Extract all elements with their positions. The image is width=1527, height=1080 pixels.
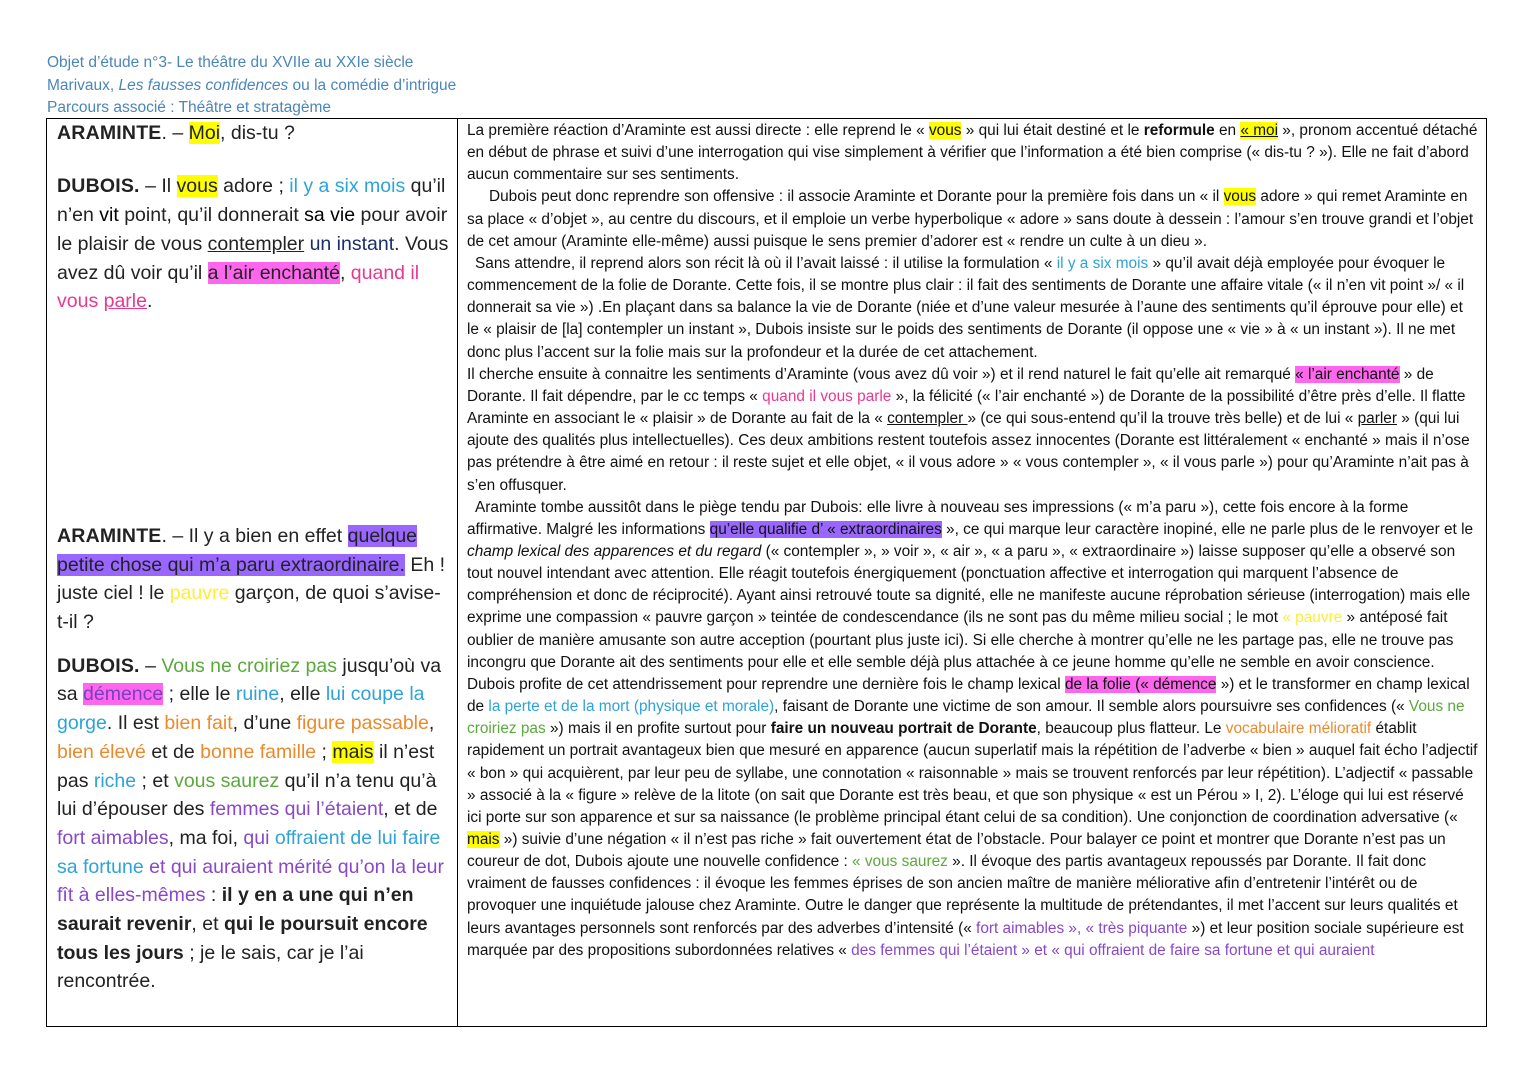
speaker-name: ARAMINTE [57,122,162,144]
text-run: ; elle le [163,683,236,706]
highlight-mais: mais [332,740,374,763]
text-run: Dubois peut donc reprendre son offensive : il associe Araminte et Dorante pour la première fois dans un « il [489,188,1224,206]
text-run: , et [191,913,224,936]
text-run: garçon, de quoi s’avise-t-il ? [57,582,441,634]
highlight-quand: quand il vous parle [762,387,892,405]
text-run: adore ; [217,175,290,198]
text-run: – [139,654,162,677]
text-run: pour avoir le plaisir de vous [57,204,448,255]
word-parle: parle [103,290,147,313]
text-run: Dubois profite de cet attendrissement pour reprendre une dernière fois le champ lexical [467,675,1065,693]
text-run: il n’est pas [57,740,435,792]
word-contempler: contempler [887,410,968,428]
word-parler: parler [1357,410,1397,428]
highlight-air-enchante: « l’air enchanté [1295,365,1400,383]
replica-araminte-1 [57,119,450,148]
commentary-paragraph-6 [467,674,1479,962]
analysis-table [46,118,1487,1027]
replica-araminte-2 [57,522,450,637]
text-run: . Vous avez dû voir qu’il [57,232,449,284]
replica-dubois-1 [57,172,450,316]
text-run: Eh ! juste ciel ! le [57,553,446,605]
commentary-paragraph-1 [467,120,1479,186]
text-run: » (ce qui sous-entend qu’il la trouve très belle) et de lui « [967,410,1358,428]
header-author: Marivaux, [47,76,119,94]
text-run: ; [316,740,333,763]
speaker-name: DUBOIS. [57,654,140,677]
text-run: Araminte tombe aussitôt dans le piège tendu par Dubois: elle livre à nouveau ses impressions (« m’a paru »), cette fois encore à la forme affirmative. Malgré les informations [467,498,1409,538]
word-fort-aimables: fort aimables [57,826,169,849]
word-femmes: des femmes qui l’étaient » et « qui offraient de faire sa fortune et qui auraient [851,941,1375,959]
highlight-croiriez: Vous ne croiriez pas [467,698,1465,738]
text-run: . [146,290,153,313]
text-run: ») suivie d’une négation « il n’est pas riche » fait ouvertement état de l’obstacle. Pour balayer ce point et montrer que Dorante n’est pas un coureur de dot, Dubois ajoute une nouvelle confidence : [467,831,1446,871]
header-work-title: Les fausses confidences [118,76,289,94]
commentary-column [467,120,1479,962]
highlight-mais: mais [467,831,500,848]
text-run: », ce qui marque leur caractère inopiné, elle ne parle plus de le renvoyer et le [941,520,1474,538]
highlight-extraordinaires: qu’elle qualifie d’ « extraordinaires [709,520,942,538]
text-run: qu’il n’en [57,175,446,227]
text-run: . – Il y a bien en effet [161,524,348,547]
word-un-instant: un instant [309,232,395,255]
word-vous-saurez: vous saurez [174,769,280,792]
commentary-paragraph-5 [467,497,1479,674]
text-run: ; et [136,769,175,792]
text-run: » qu’il avait déjà employée pour évoquer le commencement de la folie de Dorante. Cette fois, il se montre plus clair : il fait des sentiments de Dorante une affaire vitale (« il n’en vit point »/ « il donnerait sa vie ») .En plaçant dans sa balance la vie de Dorante (niée et d’une valeur mesurée à l’aune des sentiments qu’il éprouve pour elle) et le « plaisir de [la] contempler un instant », Dubois insiste sur le poids des sentiments de Dorante (il oppose une « vie » à « un instant »). Il ne met donc plus l’accent sur la folie mais sur la profondeur et la durée de cet attachement. [467,254,1465,361]
text-run: » de Dorante. Il fait dépendre, par le cc temps « [467,365,1434,405]
text-run: , ma foi, [168,826,244,849]
highlight-six-mois: il y a six mois [1056,254,1149,272]
text-run: point, qu’il donnerait [118,204,305,227]
document-header [47,52,456,120]
word-figure-passable: figure passable [296,712,429,735]
speaker-name: ARAMINTE [57,524,162,547]
text-run: ») mais il en profite surtout pour [545,720,771,738]
header-line-oeuvre [47,75,456,98]
word-ruine: ruine [235,683,280,706]
bold-il-y-en-a-une: il y en a une qui n’en saurait revenir [57,884,414,936]
header-line-parcours: Parcours associé : Théâtre et stratagème [47,99,332,116]
word-coupe-gorge: lui coupe la gorge [57,683,425,735]
highlight-vous: vous [176,175,218,198]
text-run: adore » qui remet Araminte en sa place « d’objet », au centre du discours, et il emploie un verbe hyperbolique « adore » sans doute à dessein : l’amour s’en trouve grandi et l’objet de cet amour (Araminte elle-même) aussi puisque le sens premier d’adorer est « rendre un culte à un dieu ». [467,188,1474,250]
word-fort-aimables: fort aimables », « très piquante [976,919,1188,937]
word-qui: qui [243,826,270,849]
word-vous-saurez: « vous saurez [852,853,948,871]
text-run: , d’une [232,712,297,735]
text-run: Il cherche ensuite à connaitre les sentiments d’Araminte (vous avez dû voir ») et il rend naturel le fait qu’elle ait remarqué [467,365,1296,383]
word-riche: riche [93,769,137,792]
word-pauvre: pauvre [169,582,230,605]
word-bien-eleve: bien élevé [57,740,146,763]
text-run: » (qui lui ajoute des qualités plus intellectuelles). Ces deux ambitions restent toutefois assez innocentes (Dorante est littéralement « enchanté » mais il n’ose pas prétendre à être aimé en retour : il reste sujet et elle objet, « il vous adore » « vous contempler », « il vous parle ») pour qu’Araminte n’ait pas à s’en offusquer. [467,410,1470,494]
highlight-croiriez: Vous ne croiriez pas [161,654,337,677]
text-run: , elle [279,683,326,706]
highlight-demence: démence [83,683,164,706]
highlight-moi: Moi [188,122,221,144]
word-femmes: femmes qui l’étaient [209,798,384,821]
text-run: , dis-tu ? [220,122,295,144]
text-run: en [1214,122,1241,139]
commentary-paragraph-3 [467,253,1479,364]
word-merite: et qui auraient mérité qu’on la leur fît à elles-mêmes [57,855,444,907]
text-run: », la félicité (« l’air enchanté ») de Dorante de la possibilité d’être près d’elle. Il flatte Araminte en associant le « plaisir » de Dorante au fait de la « [467,387,1466,428]
word-vocabulaire-melioratif: vocabulaire mélioratif [1225,720,1372,738]
header-work-subtitle: ou la comédie d’intrigue [288,76,457,94]
word-vit: vit [99,204,119,227]
text-run: . Il est [106,712,165,735]
highlight-six-mois: il y a six mois [289,175,406,198]
word-pauvre: « pauvre [1282,609,1343,627]
word-bonne-famille: bonne famille [200,740,317,763]
highlight-quand: quand il vous [57,261,420,313]
word-bien-fait: bien fait [164,712,233,735]
highlight-moi: « moi [1240,122,1279,139]
highlight-vous: vous [1223,188,1257,206]
text-run: », pronom accentué détaché en début de phrase et suivi d’une interrogation qui vise simplement à vérifier que l’information a été bien comprise (« dis-tu ? »). Elle ne fait d’abord aucun commentaire sur ses sentiments. [467,122,1478,184]
word-contempler: contempler [207,232,305,255]
text-run: ». Il évoque des partis avantageux repoussés par Dorante. Il fait donc vraiment de fausses confidences : il évoque les femmes éprises de son ancien maître de manière méliorative afin d’entretenir l’intérêt ou de provoquer une inquiétude jalouse chez Araminte. Outre le danger que représente la multitude de prétendantes, il met l’accent sur leurs qualités et leurs avantages personnels sont renforcés par des adverbes d’intensité (« [467,853,1458,937]
commentary-paragraph-4 [467,364,1479,497]
speaker-name: DUBOIS. [57,175,140,198]
text-run: . – [161,122,189,144]
word-sa-vie: sa vie [304,204,356,227]
highlight-folie: de la folie (« démence [1065,675,1217,693]
text-run: ») et le transformer en champ lexical de [467,675,1470,716]
header-line-objet: Objet d’étude n°3- Le théâtre du XVIIe au XXIe siècle [47,54,414,71]
text-run: , beaucoup plus flatteur. Le [1036,720,1226,738]
highlight-extraordinaire: quelque petite chose qui m’a paru extraordinaire. [57,524,418,576]
bold-portrait: faire un nouveau portrait de Dorante [770,720,1037,738]
text-run: jusqu’où va sa [57,654,442,706]
text-run: , et de [383,798,438,821]
text-run: ; je le sais, car je l’ai rencontrée. [57,941,364,993]
text-run: , [428,712,435,735]
word-offraient: offraient de lui faire sa fortune [57,826,441,878]
text-run: , faisant de Dorante une victime de son amour. Il semble alors poursuivre ses confidences (« [774,698,1409,716]
bold-reformule: reformule [1143,122,1215,139]
bold-poursuit: qui le poursuit encore tous les jours [57,913,428,964]
text-run: – Il [139,175,177,198]
text-run: , [339,261,351,284]
text-run: Sans attendre, il reprend alors son récit là où il l’avait laissé : il utilise la formulation « [475,254,1057,272]
text-run: établit rapidement un portrait avantageux bien que mesuré en apparence (aucun superlatif mais la répétition de l’adverbe « bien » auquel fait écho l’adjectif « bon » qui acquièrent, par leur peu de syllabe, une connotation « raisonnable » mais se trouvent renforcés par leur répétition). L’adjectif « passable » associé à la « figure » relève de la litote (on sait que Dorante est très beau, et que son physique « est un Pérou » I, 2). L’éloge qui lui est réservé ici porte sur son apparence et sur sa naissance (le problème principal étant celui de sa condition). Une conjonction de coordination adversative (« [467,720,1478,826]
text-run: ») et leur position sociale supérieure est marquée par des propositions subordonnées relatives « [467,919,1464,959]
column-divider [457,119,458,1026]
text-run: (« contempler », » voir », « air », « a paru », « extraordinaire ») laisse supposer qu’elle a observé son tout nouvel intendant avec attention. Elle réagit toutefois énergiquement (ponctuation affective et interrogation qui marquent l’absence de compréhension et donc de réciprocité). Ayant ainsi retrouvé toute sa dignité, elle ne manifeste aucune réprobation sérieuse (interrogation) mais elle exprime une compassion « pauvre garçon » teintée de condescendance (ils ne sont pas du même milieu social ; le mot [467,542,1471,627]
highlight-vous: vous [928,122,962,139]
text-run: et de [145,740,201,763]
text-run: : [205,884,222,907]
text-run: » antéposé fait oublier de manière amusante son autre acception (pourtant plus juste ici). Si elle cherche à montrer qu’elle ne les partage pas, elle ne trouve pas incongru que Dorante ait des sentiments pour elle et elle semble déjà plus attachée à ce jeune homme qu’elle ne semble en avoir conscience. [467,609,1454,671]
play-extract-column [57,119,450,996]
text-run: La première réaction d’Araminte est aussi directe : elle reprend le « [467,122,929,139]
text-run: » qui lui était destiné et le [961,122,1144,139]
highlight-perte-mort: la perte et de la mort (physique et morale) [488,698,775,716]
italic-champ-lexical: champ lexical des apparences et du regard [467,542,762,560]
highlight-air-enchante: a l’air enchanté [207,261,340,284]
commentary-paragraph-2 [467,186,1479,252]
replica-dubois-2 [57,652,450,996]
text-run: qu’il n’a tenu qu’à lui d’épouser des [57,769,437,821]
